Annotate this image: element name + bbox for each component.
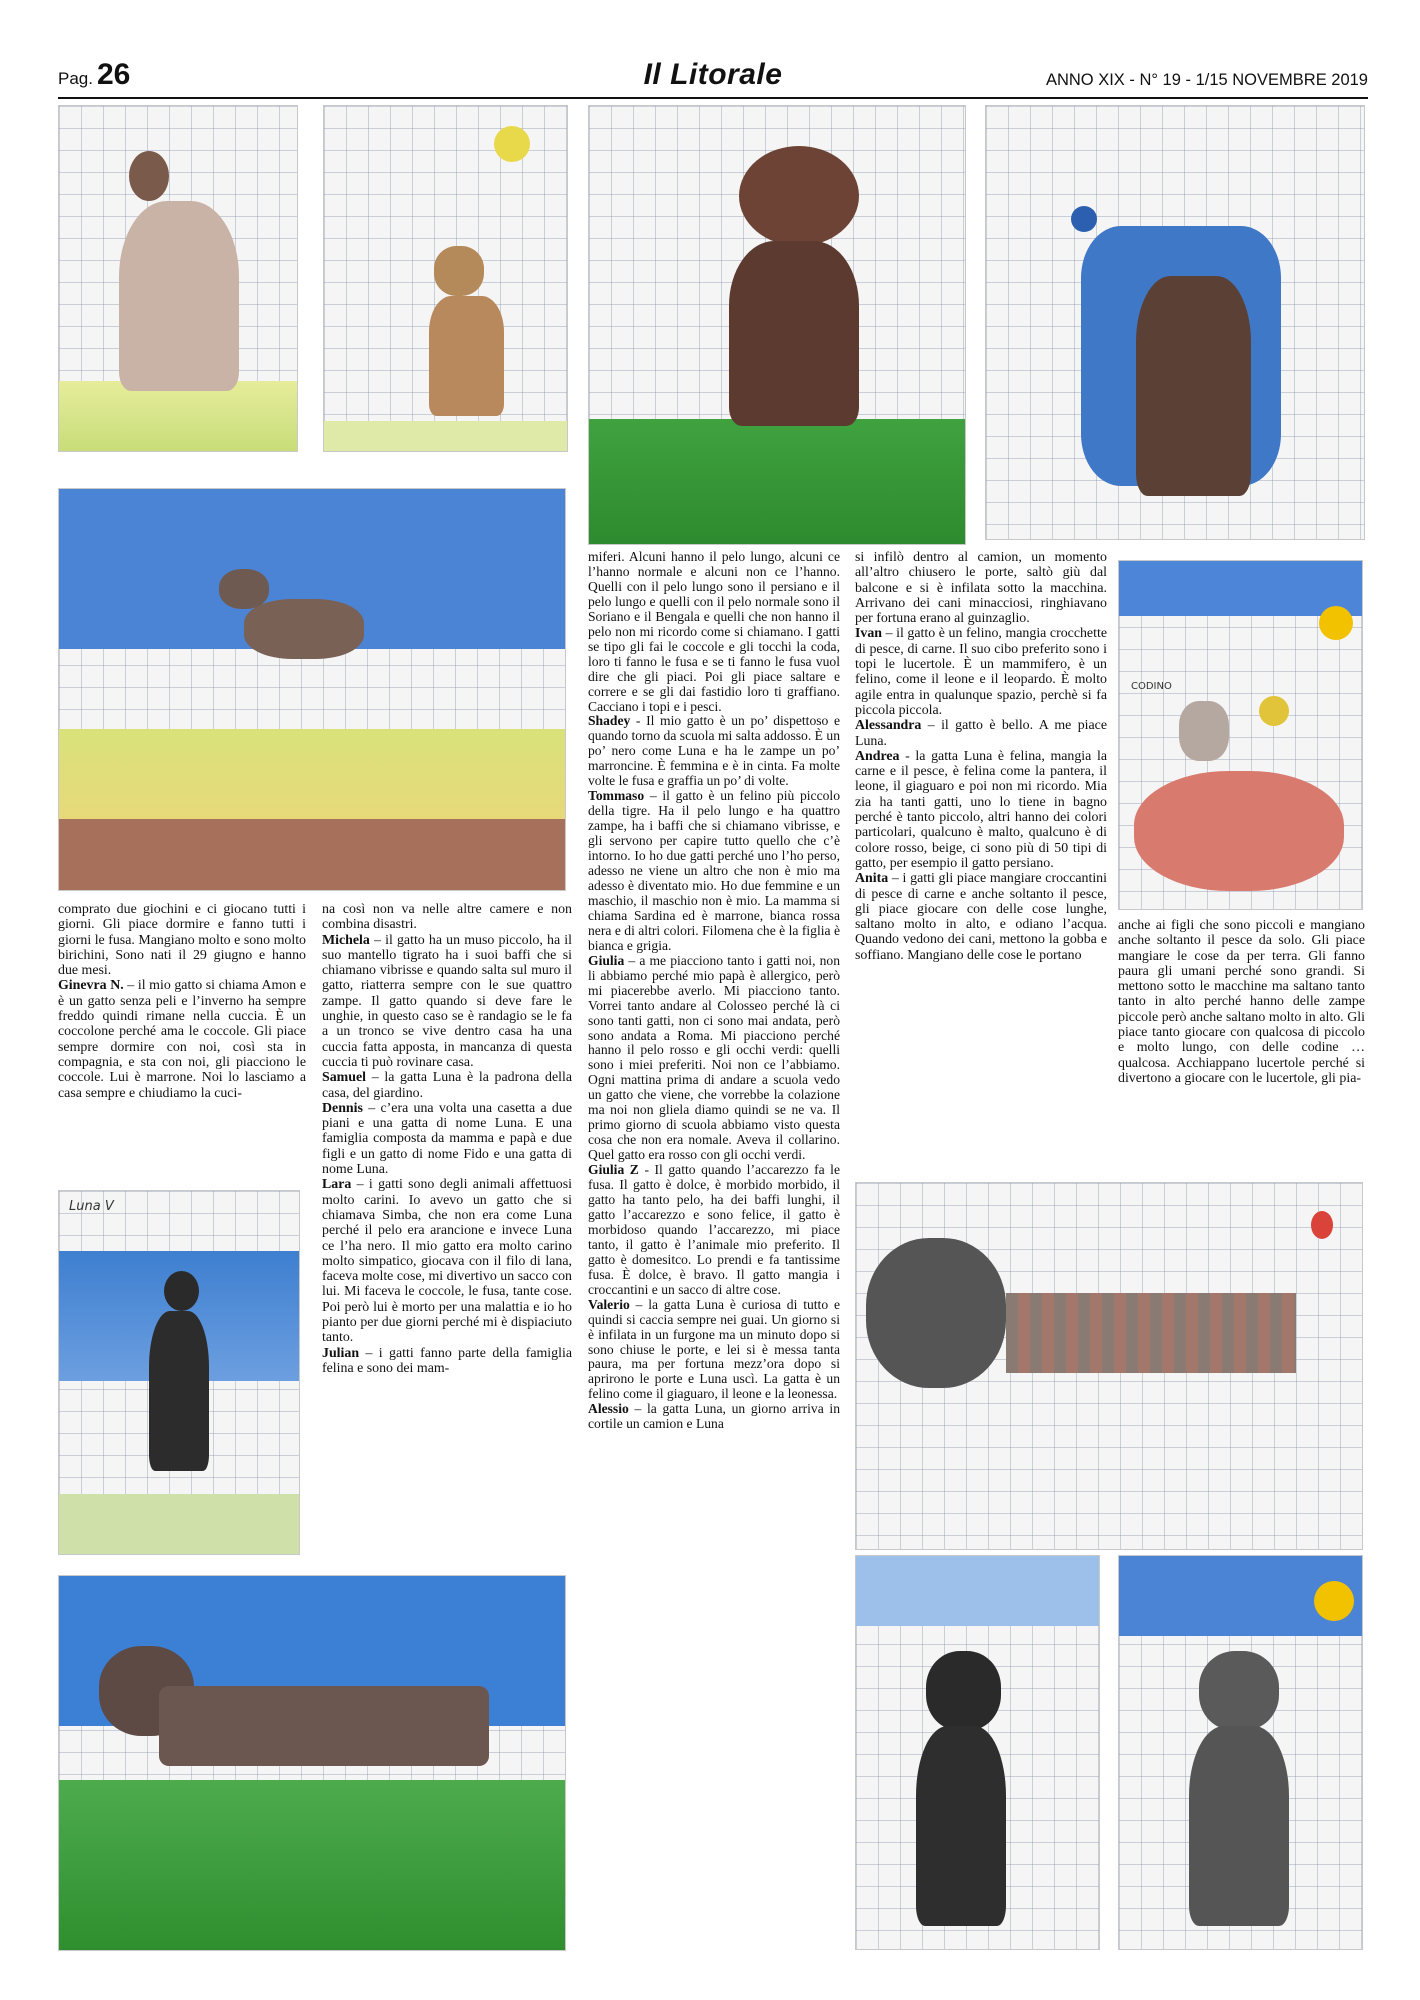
column-1	[58, 902, 306, 1101]
page-header	[58, 60, 1368, 96]
drawing-grey-cat-sun	[1118, 1555, 1363, 1950]
paragraph: miferi. Alcuni hanno il pelo lungo, alcuni ce l’hanno normale e alcuni non ce l’hanno. Quelli con il pelo lungo sono il persiano e il pelo lungo e quelli con il pelo normale sono il Soriano e il Bengala e quelli che non hanno il pelo non mi ricordo come si chiamano. I gatti se tipo gli fai le coccole e gli tocchi la coda, loro ti fanno le fusa e se ti fanno le fusa vuol dire che gli piaci. Poi gli piace saltare e correre e se gli dai fastidio loro ti graffiano. Cacciano i topi e i pesci.	[588, 549, 840, 714]
paragraph-ginevra: Ginevra N. – il mio gatto si chiama Amon e è un gatto senza peli e l’inverno ha sempre freddo quindi rimane nella cuccia. È un coccolone perché ama le coccole. Gli piace sempre dormire con noi, così sta in compagnia, e sta con noi, gli piacciono le coccole. Lui è marrone. Noi lo lasciamo a casa sempre e chiudiamo la cuci-	[58, 978, 307, 1101]
paragraph: comprato due giochini e ci giocano tutti i giorni. Gli piace dormire e fanno tutti i giorni le fusa. Mangiano molto e sono molto birichini, Sono nati il 29 giugno e hanno due mesi.	[58, 902, 306, 979]
paragraph-tommaso: Tommaso – il gatto è un felino più piccolo della tigre. Ha il pelo lungo e ha quattro zampe, ha i baffi che si chiamano vibrisse, e gli servono per capire tutto quello che c’è intorno. Io ho due gatti perché uno l’ho perso, adesso ne viene un altro che non è mio ma adesso è diventato mio. Ho due femmine e un maschio, il maschio non è mio. La mamma si chiama Sardina ed è marrone, bianca rossa nera e di altri colori. Filomena che è la figlia è bianca e grigia.	[588, 788, 840, 953]
paragraph-ivan: Ivan – il gatto è un felino, mangia crocchette di pesce, di carne. Il suo cibo preferito sono i topi le lucertole. È un mammifero, è un felino, come il leone e il leopardo. È molto agile entra in qualunque spazio, perchè si fa piccola piccola.	[855, 626, 1107, 718]
luna-label: Luna V	[69, 1199, 114, 1214]
paragraph-dennis: Dennis – c’era una volta una casetta a due piani e una gatta di nome Luna. E una famiglia composta da mamma e papà e due figli e un gatto di nome Fido e una gatta di nome Luna.	[322, 1100, 572, 1178]
paragraph: anche ai figli che sono piccoli e mangiano anche soltanto il pesce da solo. Gli piace mangiare le cose da per terra. Gli fanno paura gli umani perché sono grandi. Si mettono sotto le macchine ma saltano tanto tanto in alto perché hanno delle zampe piccole però anche saltano molto in alto. Gli piace tanto giocare con qualcosa di piccolo e molto lungo, con delle codine … qualcosa. Acchiappano lucertole perché si divertono a giocare con le lucertole, gli pia-	[1118, 918, 1365, 1086]
drawing-black-cat-tongue	[855, 1555, 1100, 1950]
paragraph-michela: Michela – il gatto ha un muso piccolo, ha il suo mantello tigrato ha i suoi baffi che si chiamano vibrisse e quando salta sul muro il gatto, riatterra sempre con le sue quattro zampe. Il gatto quando si deve fare le unghie, in questo caso se è randagio se le fa a un tronco se vive dentro casa ha una cuccia fatta apposta, in mancanza di questa cuccia ti può rovinare casa.	[322, 932, 572, 1070]
column-5	[1118, 918, 1365, 1086]
drawing-striped-cat	[855, 1182, 1363, 1550]
codino-label: CODINO	[1131, 681, 1172, 692]
drawing-tan-cat	[323, 105, 568, 452]
paragraph-anita: Anita – i gatti gli piace mangiare croccantini di pesce di carne e anche soltanto il pesce, gli piace giocare con delle cose lunghe, saltano molto in alto, e odiano l’acqua. Quando vedono dei cani, mettono la gobba e soffiano. Mangiano delle cose le portano	[855, 871, 1107, 963]
column-4	[855, 550, 1107, 963]
paragraph-samuel: Samuel – la gatta Luna è la padrona della casa, del giardino.	[322, 1070, 572, 1101]
masthead: Il Litorale	[643, 58, 783, 91]
drawing-codino-cat	[1118, 560, 1363, 910]
paragraph-giulia-z: Giulia Z - Il gatto quando l’accarezzo fa le fusa. Il gatto è dolce, è morbido morbido, il gatto ha tanto pelo, ha dei baffi lunghi, il gatto l’accarezzo e sono felice, il gatto è morbidoso quando l’accarezzo, mi piace tanto, il gatto è l’animale mio preferito. Il gatto è domesitco. Lo prendi e fa tantissime fusa. È dolce, è bravo. Il gatto mangia i croccantini e un sacco di altre cose.	[588, 1162, 840, 1297]
drawing-landscape-cat	[58, 488, 566, 891]
paragraph-alessio: Alessio – la gatta Luna, un giorno arriva in cortile un camion e Luna	[588, 1401, 840, 1432]
drawing-dark-brown-cat	[588, 105, 966, 545]
drawing-brown-cat	[58, 105, 298, 452]
paragraph: na così non va nelle altre camere e non combina disastri.	[322, 902, 572, 933]
column-3	[588, 550, 840, 1432]
paragraph-andrea: Andrea - la gatta Luna è felina, mangia la carne e il pesce, è felina come la pantera, il leone, il giaguaro e poi non mi ricordo. Mia zia ha tanti gatti, uno lo tiene in bagno perché è tanto piccolo, altri hanno dei colori particolari, qualcuno è malto, qualcuno è di colore rosso, beige, ci sono più di 50 tipi di gatto, per esempio il gatto persiano.	[855, 748, 1107, 871]
drawing-luna-black-cat	[58, 1190, 300, 1555]
paragraph: si infilò dentro al camion, un momento all’altro chiusero le porte, saltò giù dal balcone e si è infilata sotto la macchina. Arrivano dei cani minacciosi, ringhiavano per fortuna erano al guinzaglio.	[855, 550, 1107, 627]
paragraph-alessandra: Alessandra – il gatto è bello. A me piace Luna.	[855, 718, 1107, 749]
paragraph-shadey: Shadey - Il mio gatto è un po’ dispettoso e quando torno da scuola mi salta addosso. È un po’ nero come Luna e ha le zampe un po’ marroncine. È femmina e è in cinta. Fa molte volte le fusa e graffia un po’ di volte.	[588, 713, 840, 789]
page-number: Pag. 26	[58, 58, 131, 91]
header-rule	[58, 97, 1368, 99]
drawing-blue-cat	[985, 105, 1365, 540]
paragraph-giulia: Giulia – a me piacciono tanto i gatti noi, non li abbiamo perché mio papà è allergico, però mi piacerebbe averlo. Mi piacciono tanto. Vorrei tanto andare al Colosseo perché là ci sono tanti gatti, non ci sono mai andata, però sono andata a Roma. Mi piacciono perché hanno il pelo rosso e gli occhi verdi: quelli sono i miei preferiti. Noi non ce l’abbiamo. Ogni mattina prima di andare a scuola vedo un gatto che viene, che vorrebbe la colazione ma noi non gliela diamo quindi se ne va. Il primo giorno di scuola abbiamo visto questa cosa che non era nomale. Aveva il collarino. Quel gatto era rosso con gli occhi verdi.	[588, 952, 840, 1163]
issue-info: ANNO XIX - N° 19 - 1/15 NOVEMBRE 2019	[1045, 71, 1368, 89]
paragraph-lara: Lara – i gatti sono degli animali affettuosi molto carini. Io avevo un gatto che si chiamava Simba, che non era come Luna perché il pelo era arancione e invece Luna ce l’ha nero. Il mio gatto era molto carino molto simpatico, giocava con il filo di lana, faceva molte cose, mi divertivo un sacco con lui. Mi faceva le coccole, le fusa, tante cose. Poi però lui è morto per una malattia e io ho pianto per due giorni perché mi è dispiaciuto tanto.	[322, 1177, 572, 1346]
paragraph-valerio: Valerio – la gatta Luna è curiosa di tutto e quindi si caccia sempre nei guai. Un giorno si è infilata in un furgone ma un minuto dopo si sono chiuse le porte, e lei si è messa tanta paura, ma per fortuna mezz’ora dopo si aprirono le porte e Luna uscì. La gatta è un felino come il giaguaro, il leone e la leonessa.	[588, 1296, 840, 1402]
paragraph-julian: Julian – i gatti fanno parte della famiglia felina e sono dei mam-	[322, 1345, 572, 1376]
column-2	[322, 902, 572, 1376]
drawing-long-cat	[58, 1575, 566, 1951]
